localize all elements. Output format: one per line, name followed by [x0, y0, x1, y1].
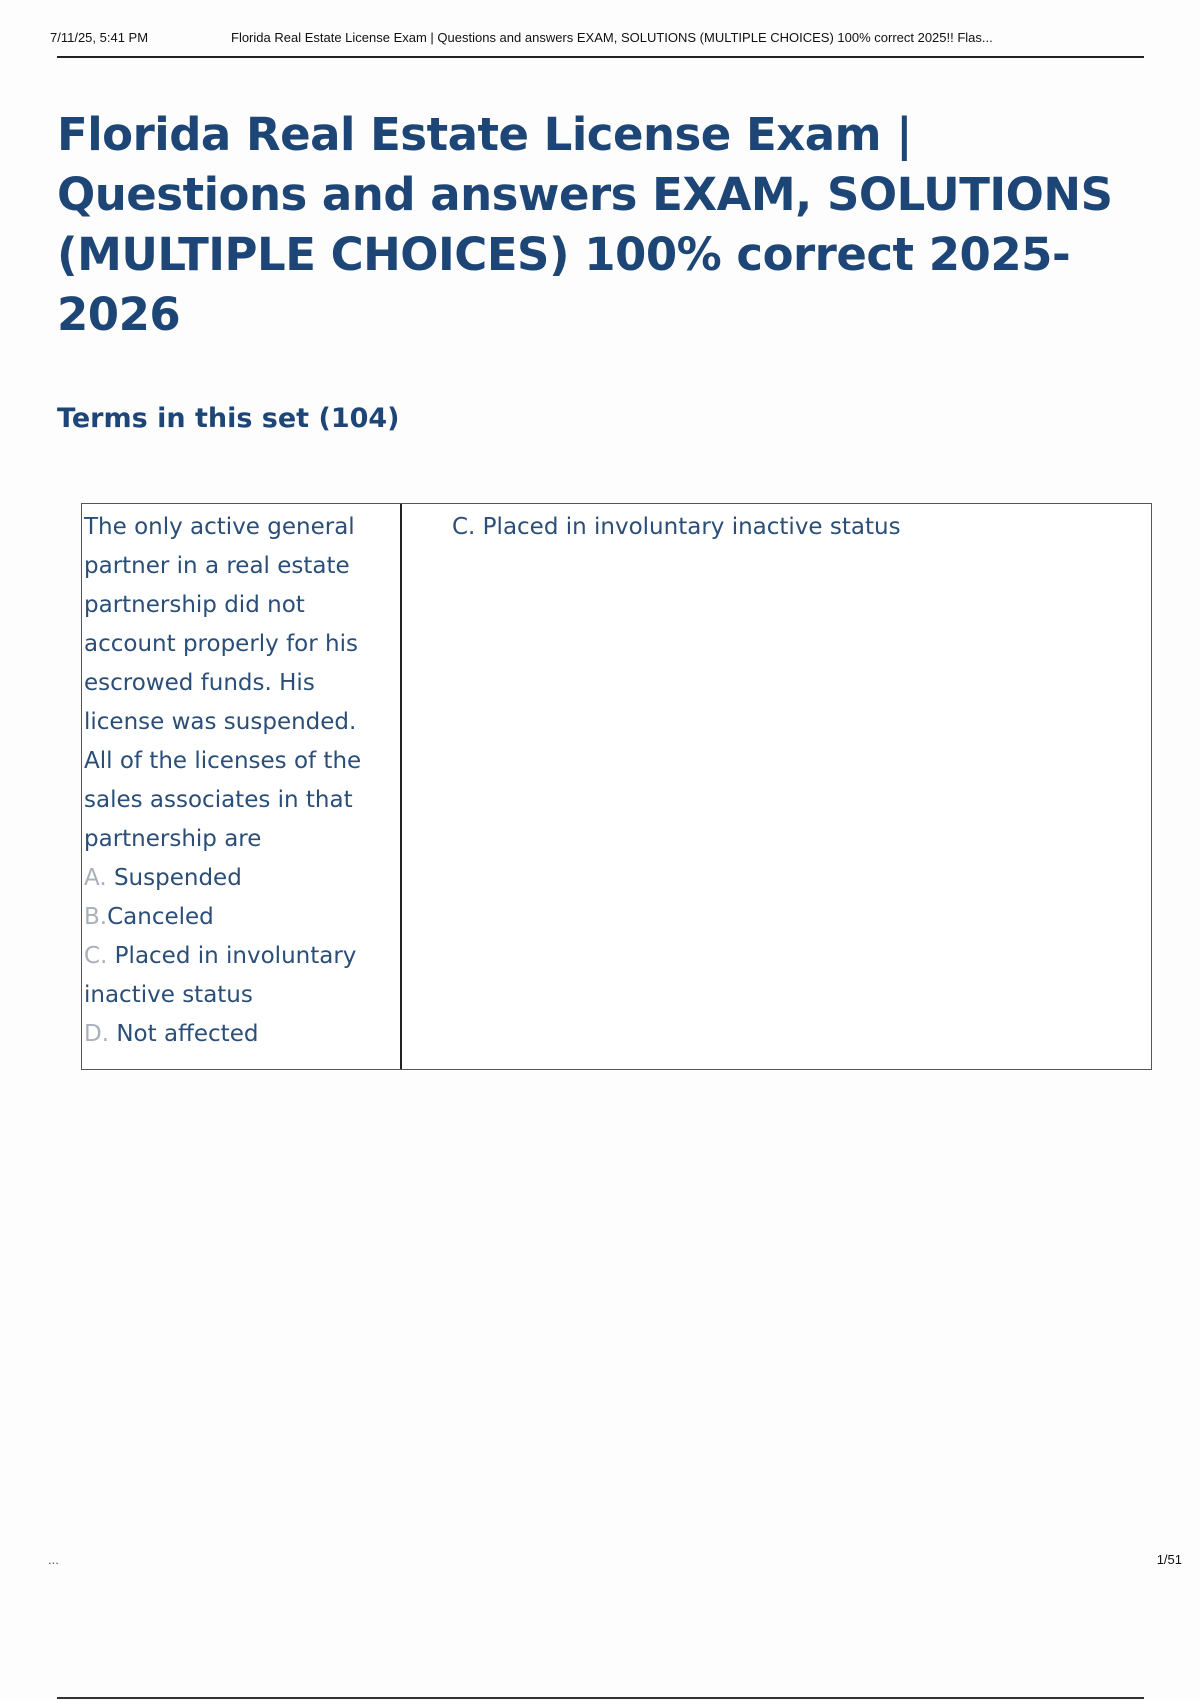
print-header	[50, 30, 1175, 54]
header-divider	[57, 56, 1144, 58]
choice-letter: A.	[84, 865, 107, 891]
page-title: Florida Real Estate License Exam | Questions and answers EXAM, SOLUTIONS (MULTIPLE CHOICES) 100% correct 2025-2026	[57, 108, 1113, 341]
page-number: 1/51	[1156, 1552, 1182, 1567]
choice-b	[84, 898, 384, 937]
choice-c	[84, 937, 384, 1015]
term-cell	[82, 504, 402, 1069]
choice-text: Canceled	[107, 904, 214, 930]
flashcard-row	[81, 503, 1152, 1070]
choice-text: Not affected	[109, 1021, 259, 1047]
choice-text: Placed in involuntary inactive status	[84, 943, 357, 1008]
print-footer	[48, 1552, 1184, 1572]
footer-divider	[57, 1697, 1144, 1699]
print-document-title: Florida Real Estate License Exam | Questions and answers EXAM, SOLUTIONS (MULTIPLE CHOICES) 100% correct 2025!! Flas...	[231, 30, 993, 45]
terms-count-heading: Terms in this set (104)	[57, 403, 400, 434]
question-text: The only active general partner in a real estate partnership did not account properly for his escrowed funds. His license was suspended. All of the licenses of the sales associates in that partnership are	[84, 514, 362, 852]
choice-letter: B.	[84, 904, 108, 930]
choice-letter: D.	[84, 1021, 110, 1047]
choice-text: Suspended	[106, 865, 242, 891]
footer-ellipsis: ...	[48, 1552, 59, 1567]
answer-text: C. Placed in involuntary inactive status	[452, 514, 901, 540]
print-date: 7/11/25, 5:41 PM	[50, 30, 149, 45]
choice-letter: C.	[84, 943, 108, 969]
choice-a	[84, 859, 384, 898]
choice-d	[84, 1015, 384, 1054]
definition-cell	[402, 504, 1151, 1069]
